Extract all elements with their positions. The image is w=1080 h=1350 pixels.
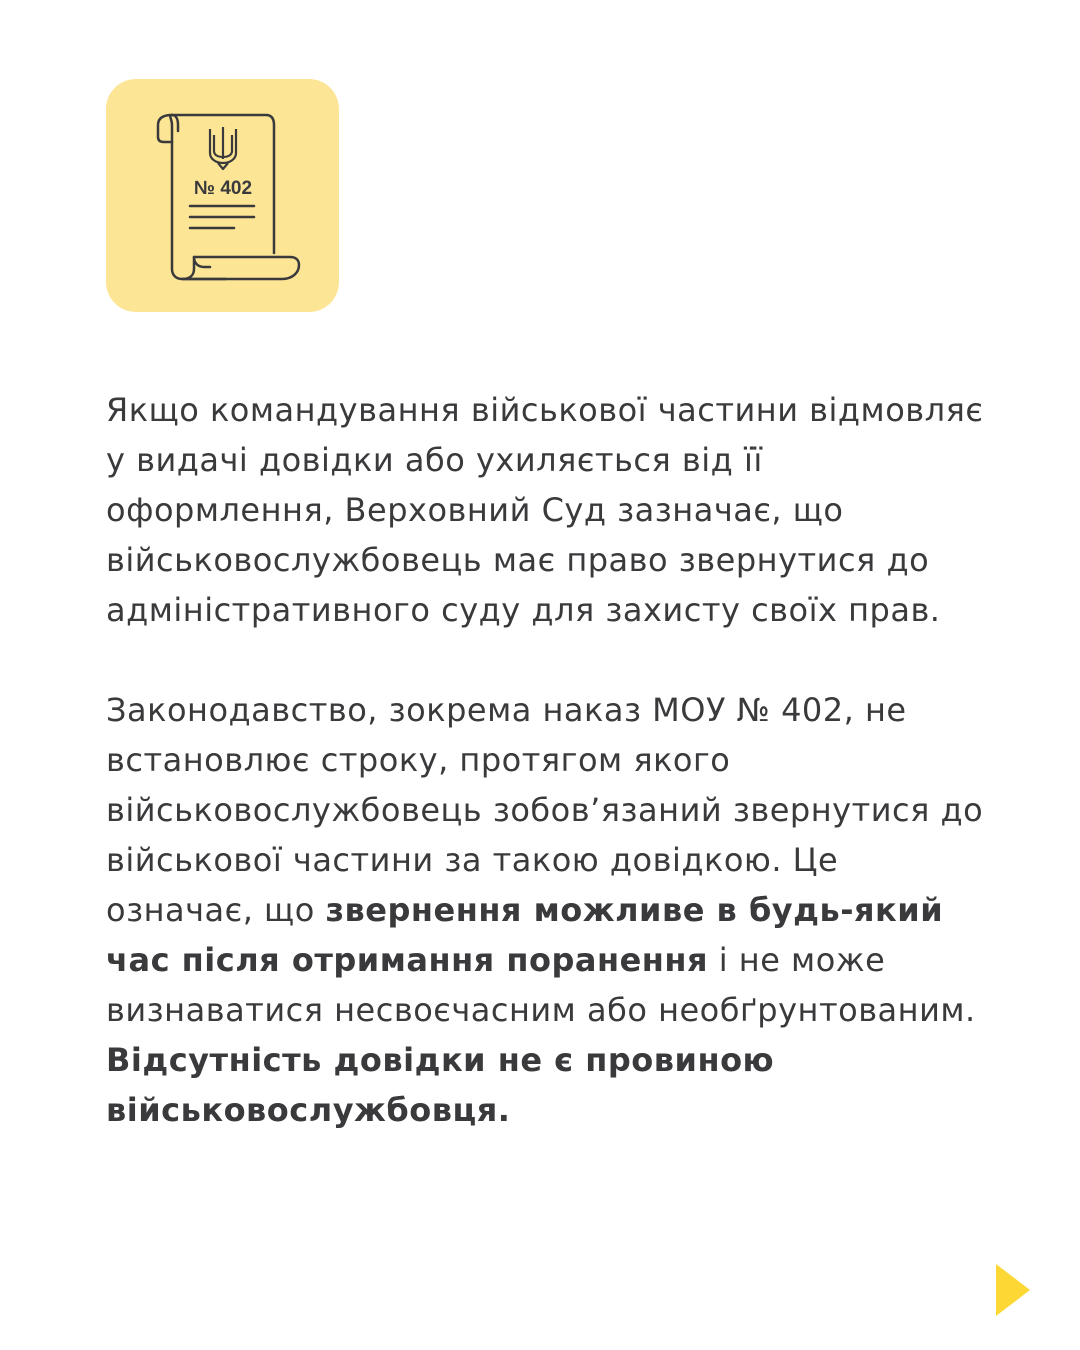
paragraph-2-text-1: Законодавство, зокрема наказ МОУ № 402, не встановлює строку, протягом якого військовослужбовець зобов’язаний звернутися до військової частини за такою довідкою. Це означає, що xyxy=(106,691,984,929)
paragraph-2-bold-1: звернення можливе в будь-який час після отримання поранення xyxy=(106,891,944,979)
trident-icon xyxy=(210,127,236,169)
paragraph-1-text: Якщо командування військової частини відмовляє у видачі довідки або ухиляється від її оформлення, Верховний Суд зазначає, що військовослужбовець має право звернутися до адміністративного суду для захисту своїх прав. xyxy=(106,391,984,629)
paragraph-court-appeal xyxy=(106,385,986,635)
play-arrow-icon xyxy=(996,1264,1030,1316)
paragraph-2-bold-2: Відсутність довідки не є провиною військовослужбовця. xyxy=(106,1041,775,1129)
paragraph-no-deadline xyxy=(106,685,986,1135)
paragraph-2-text-2: і не може визнаватися несвоєчасним або необґрунтованим. xyxy=(106,941,976,1029)
next-slide-button[interactable] xyxy=(996,1264,1030,1316)
decree-scroll-icon xyxy=(106,79,339,312)
decree-icon-tile xyxy=(106,79,339,312)
decree-number-label: № 402 xyxy=(193,178,253,199)
body-text xyxy=(106,385,986,1135)
